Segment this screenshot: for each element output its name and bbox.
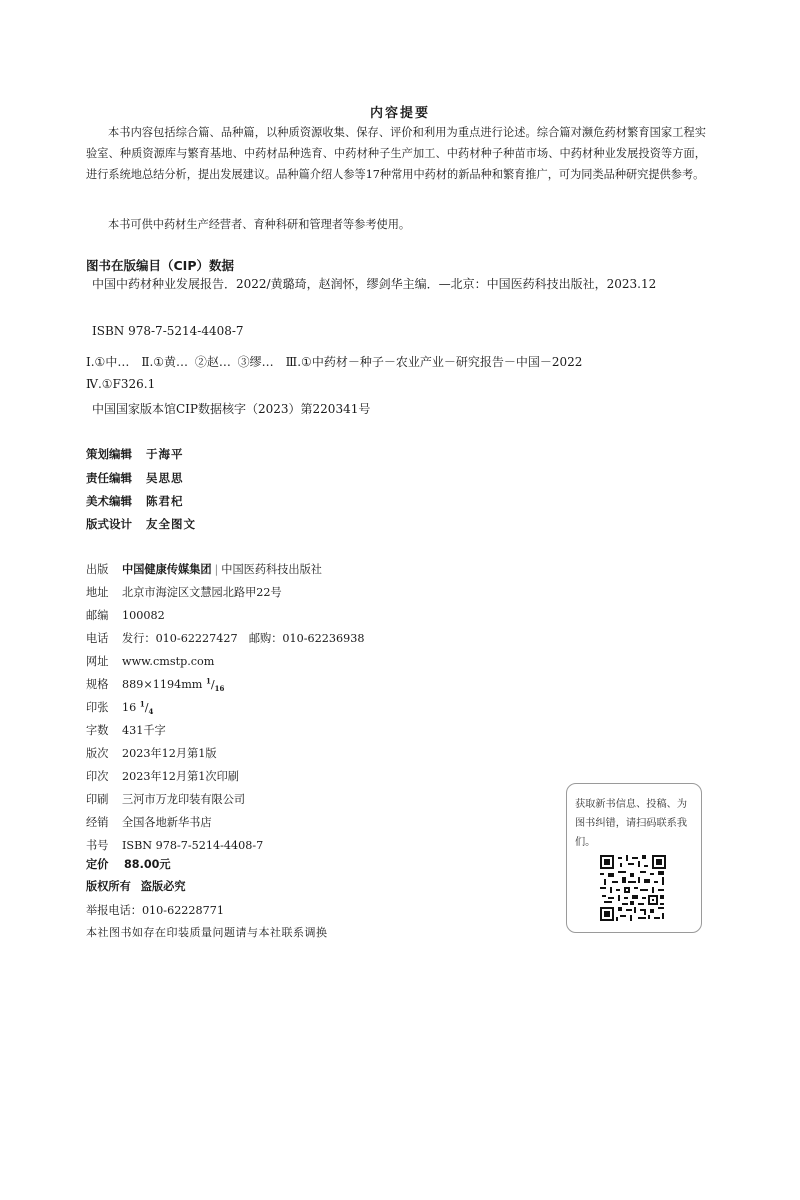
summary-paragraph-1: 本书内容包括综合篇、品种篇，以种质资源收集、保存、评价和利用为重点进行论述。综合篇对濒危药材繁育国家工程实验室、种质资源库与繁育基地、中药材品种选育、中药材种子生产加工、中药材种子种苗市场、中药材种业发展投资等方面，进行系统地总结分析，提出发展建议。品种篇介绍人参等17种常用中药材的新品种和繁育推广，可为同类品种研究提供参考。 <box>86 126 706 181</box>
sheets-label: 印张 <box>86 701 109 714</box>
price-value: 88.00元 <box>124 858 171 871</box>
staff-role: 美术编辑 <box>86 494 132 508</box>
address-label: 地址 <box>86 586 109 599</box>
publisher-separator: | <box>214 563 219 576</box>
words-row <box>86 722 166 738</box>
words-label: 字数 <box>86 724 109 737</box>
website-row <box>86 653 214 669</box>
format-label: 规格 <box>86 678 109 691</box>
sheets-value: 16 <box>122 701 137 714</box>
staff-role: 策划编辑 <box>86 447 132 461</box>
format-value: 889×1194mm <box>122 678 203 691</box>
price-label: 定价 <box>86 858 109 871</box>
piracy-notice: 盗版必究 <box>140 880 186 893</box>
edition-label: 版次 <box>86 747 109 760</box>
staff-name: 友全图文 <box>146 517 196 531</box>
cip-isbn: ISBN 978-7-5214-4408-7 <box>92 324 244 338</box>
cip-classification-2: Ⅳ.①F326.1 <box>86 377 156 391</box>
printer-label: 印刷 <box>86 793 109 806</box>
publisher-name: 中国医药科技出版社 <box>221 563 322 576</box>
staff-role: 版式设计 <box>86 517 132 531</box>
phone-value: 发行：010-62227427 邮购：010-62236938 <box>122 632 365 645</box>
cip-entry: 中国中药材种业发展报告．2022/黄璐琦，赵润怀，缪剑华主编．—北京：中国医药科技出版社，2023.12 <box>92 277 657 291</box>
staff-row-responsible-editor <box>86 470 184 486</box>
book-number-value: ISBN 978-7-5214-4408-7 <box>122 839 264 852</box>
cip-number: 中国国家版本馆CIP数据核字（2023）第220341号 <box>92 402 371 416</box>
printer-value: 三河市万龙印装有限公司 <box>122 793 246 806</box>
distributor-label: 经销 <box>86 816 109 829</box>
phone-row <box>86 630 364 646</box>
distributor-row <box>86 814 212 830</box>
website-label: 网址 <box>86 655 109 668</box>
price-row <box>86 856 171 872</box>
format-fraction-denominator: 16 <box>214 684 225 694</box>
edition-row <box>86 745 217 761</box>
format-fraction-numerator: 1 <box>205 676 211 686</box>
publisher-row <box>86 561 322 577</box>
cip-classification: Ⅰ.①中… Ⅱ.①黄… ②赵… ③缪… Ⅲ.①中药材－种子－农业产业－研究报告－中国－2022 <box>86 355 583 369</box>
book-number-row <box>86 837 263 853</box>
report-phone: 举报电话：010-62228771 <box>86 904 225 917</box>
rights-reserved: 版权所有 <box>86 880 131 893</box>
edition-value: 2023年12月第1版 <box>122 747 217 760</box>
qr-panel-text: 获取新书信息、投稿、为图书纠错，请扫码联系我们。 <box>575 799 688 848</box>
staff-name: 于海平 <box>146 447 184 461</box>
postcode-row <box>86 607 165 623</box>
address-value: 北京市海淀区文慧园北路甲22号 <box>122 586 282 599</box>
staff-row-layout-design <box>86 516 196 532</box>
printing-value: 2023年12月第1次印刷 <box>122 770 239 783</box>
quality-notice: 本社图书如存在印装质量问题请与本社联系调换 <box>86 926 328 939</box>
publisher-group: 中国健康传媒集团 <box>122 563 212 576</box>
staff-name: 吴思思 <box>146 471 184 485</box>
staff-role: 责任编辑 <box>86 471 132 485</box>
sheets-row: 印张 16 $^1/_4$ <box>86 699 154 717</box>
book-number-label: 书号 <box>86 839 109 852</box>
distributor-value: 全国各地新华书店 <box>122 816 212 829</box>
postcode-label: 邮编 <box>86 609 109 622</box>
publisher-label: 出版 <box>86 563 109 576</box>
rights-row <box>86 878 186 894</box>
format-row: 规格 889×1194mm $^1/_{16}$ <box>86 676 225 694</box>
postcode-value: 100082 <box>122 609 165 622</box>
printer-row <box>86 791 245 807</box>
staff-name: 陈君杞 <box>146 494 184 508</box>
cip-heading: 图书在版编目（CIP）数据 <box>86 258 234 273</box>
phone-label: 电话 <box>86 632 109 645</box>
printing-row <box>86 768 239 784</box>
staff-row-planning-editor <box>86 446 184 462</box>
staff-row-art-editor <box>86 493 184 509</box>
sheets-fraction-numerator: 1 <box>139 699 145 709</box>
words-value: 431千字 <box>122 724 166 737</box>
summary-paragraph-2: 本书可供中药材生产经营者、育种科研和管理者等参考使用。 <box>108 218 411 231</box>
sheets-fraction-denominator: 4 <box>148 707 154 717</box>
printing-label: 印次 <box>86 770 109 783</box>
qr-code-icon[interactable] <box>600 855 666 921</box>
website-value: www.cmstp.com <box>122 655 215 668</box>
summary-title: 内容提要 <box>369 106 430 121</box>
address-row <box>86 584 282 600</box>
